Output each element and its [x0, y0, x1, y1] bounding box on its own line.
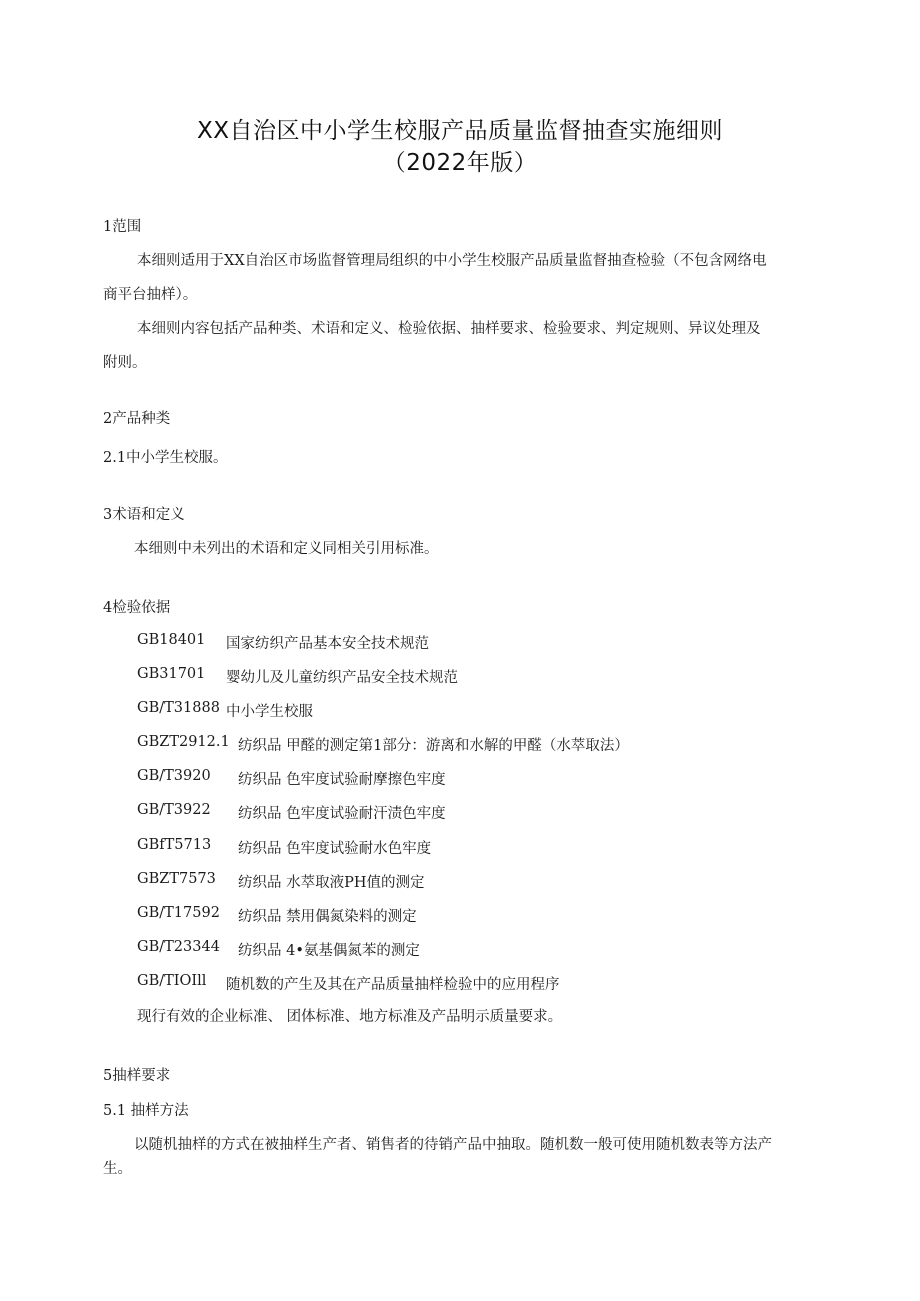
inspection-basis-closing: 现行有效的企业标准、 团体标准、地方标准及产品明示质量要求。: [137, 1009, 563, 1025]
sampling-paragraph-line-2: 生。: [103, 1161, 132, 1177]
standard-row: [137, 768, 837, 788]
terms-paragraph: 本细则中未列出的术语和定义同相关引用标准。: [134, 541, 439, 557]
standard-row: [137, 973, 837, 993]
standard-row: [137, 734, 837, 754]
standard-code: GB/T23344: [137, 939, 220, 955]
scope-paragraph-1-line-2: 商平台抽样）。: [103, 287, 198, 303]
standard-code: GBZT2912.1: [137, 734, 230, 750]
sampling-paragraph-line-1: 以随机抽样的方式在被抽样生产者、销售者的待销产品中抽取。随机数一般可使用随机数表等方法产: [134, 1137, 772, 1153]
standard-name: 中小学生校服: [226, 704, 313, 720]
standard-code: GB/T31888: [137, 700, 220, 716]
standard-code: GB18401: [137, 632, 206, 648]
scope-paragraph-2-line-2: 附则。: [103, 355, 147, 371]
standard-code: GBZT7573: [137, 871, 216, 887]
section-heading-inspection-basis: 4检验依据: [103, 600, 171, 616]
standard-code: GB31701: [137, 666, 206, 682]
standard-code: GBfT5713: [137, 837, 212, 853]
standard-name: 纺织品 色牢度试验耐水色牢度: [238, 841, 432, 857]
standard-name: 纺织品 甲醛的测定第1部分：游离和水解的甲醛（水萃取法）: [238, 738, 629, 754]
standard-name: 纺织品 色牢度试验耐摩擦色牢度: [238, 772, 446, 788]
standard-code: GB/T3922: [137, 802, 211, 818]
standard-row: [137, 666, 837, 686]
standard-name: 国家纺织产品基本安全技术规范: [226, 636, 429, 652]
document-title: XX自治区中小学生校服产品质量监督抽查实施细则: [196, 118, 723, 144]
subsection-heading-sampling-method: 5.1 抽样方法: [103, 1103, 189, 1119]
document-subtitle: （2022年版）: [382, 150, 538, 176]
standard-code: GB/T3920: [137, 768, 211, 784]
scope-paragraph-1-line-1: 本细则适用于XX自治区市场监督管理局组织的中小学生校服产品质量监督抽查检验（不包含网络电: [137, 253, 767, 269]
section-heading-scope: 1范围: [103, 219, 142, 235]
standard-name: 婴幼儿及儿童纺织产品安全技术规范: [226, 670, 458, 686]
standard-row: [137, 837, 837, 857]
standard-name: 随机数的产生及其在产品质量抽样检验中的应用程序: [226, 977, 560, 993]
standard-row: [137, 905, 837, 925]
standard-row: [137, 700, 837, 720]
standard-row: [137, 802, 837, 822]
standard-code: GB/TIOIll: [137, 973, 207, 989]
standard-row: [137, 939, 837, 959]
section-heading-sampling: 5抽样要求: [103, 1068, 171, 1084]
scope-paragraph-2-line-1: 本细则内容包括产品种类、术语和定义、检验依据、抽样要求、检验要求、判定规则、异议处理及: [137, 321, 761, 337]
standard-code: GB/T17592: [137, 905, 220, 921]
standard-name: 纺织品 水萃取液PH值的测定: [238, 875, 425, 891]
standard-row: [137, 632, 837, 652]
standard-name: 纺织品 4•氨基偶氮苯的测定: [238, 943, 420, 959]
standard-name: 纺织品 禁用偶氮染料的测定: [238, 909, 417, 925]
standard-row: [137, 871, 837, 891]
product-type-item: 2.1中小学生校服。: [103, 450, 228, 466]
section-heading-terms: 3术语和定义: [103, 507, 185, 523]
standard-name: 纺织品 色牢度试验耐汗渍色牢度: [238, 806, 446, 822]
section-heading-product-types: 2产品种类: [103, 411, 171, 427]
